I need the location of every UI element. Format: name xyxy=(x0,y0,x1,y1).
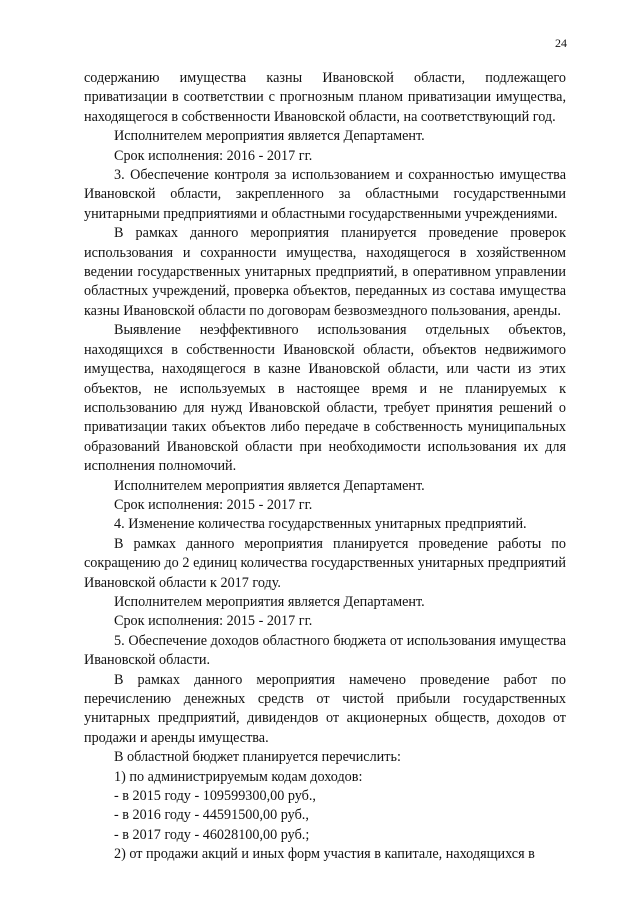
page-number: 24 xyxy=(555,36,567,50)
paragraph: - в 2016 году - 44591500,00 руб., xyxy=(114,807,309,824)
paragraph: 1) по администрируемым кодам доходов: xyxy=(114,768,363,785)
paragraph: 4. Изменение количества государственных унитарных предприятий. xyxy=(114,516,527,533)
paragraph: 2) от продажи акций и иных форм участия в капитале, находящихся в xyxy=(114,846,535,863)
paragraph: Исполнителем мероприятия является Департамент. xyxy=(114,477,425,494)
paragraph: В областной бюджет планируется перечислить: xyxy=(114,749,401,766)
paragraph: Срок исполнения: 2016 - 2017 гг. xyxy=(114,147,313,164)
paragraph: 3. Обеспечение контроля за использованием и сохранностью имущества Ивановской области, закрепленного за областными государственными унитарными предприятиями и областными государственными учреждениями. xyxy=(84,167,566,222)
paragraph: Выявление неэффективного использования отдельных объектов, находящихся в собственности Ивановской области, объектов недвижимого имущества, находящегося в казне Ивановской области, или части из этих объектов, не используемых в настоящее время и не планируемых к использованию для нужд Ивановской области, требует принятия решений о приватизации таких объектов либо передаче в собственность муниципальных образований Ивановской области при необходимости использования их для исполнения полномочий. xyxy=(84,322,566,475)
paragraph: Исполнителем мероприятия является Департамент. xyxy=(114,593,425,610)
paragraph: В рамках данного мероприятия планируется проведение проверок использования и сохранности имущества, находящегося в хозяйственном ведении государственных унитарных предприятий, в оперативном управлении областных учреждений, проверка объектов, переданных из состава имущества казны Ивановской области по договорам безвозмездного пользования, аренды. xyxy=(84,225,566,319)
paragraph: Срок исполнения: 2015 - 2017 гг. xyxy=(114,613,313,630)
paragraph: В рамках данного мероприятия намечено проведение работ по перечислению денежных средств от чистой прибыли государственных унитарных предприятий, дивидендов от акционерных обществ, доходов от продажи и аренды имущества. xyxy=(84,671,566,746)
paragraph: Исполнителем мероприятия является Департамент. xyxy=(114,128,425,145)
document-body xyxy=(84,69,566,865)
paragraph: - в 2017 году - 46028100,00 руб.; xyxy=(114,826,310,843)
paragraph: - в 2015 году - 109599300,00 руб., xyxy=(114,788,316,805)
paragraph: 5. Обеспечение доходов областного бюджета от использования имущества Ивановской области. xyxy=(84,632,566,669)
paragraph: содержанию имущества казны Ивановской области, подлежащего приватизации в соответствии с прогнозным планом приватизации имущества, находящегося в собственности Ивановской области, на соответствующий год. xyxy=(84,70,566,125)
paragraph: Срок исполнения: 2015 - 2017 гг. xyxy=(114,496,313,513)
paragraph: В рамках данного мероприятия планируется проведение работы по сокращению до 2 единиц количества государственных унитарных предприятий Ивановской области к 2017 году. xyxy=(84,535,566,591)
